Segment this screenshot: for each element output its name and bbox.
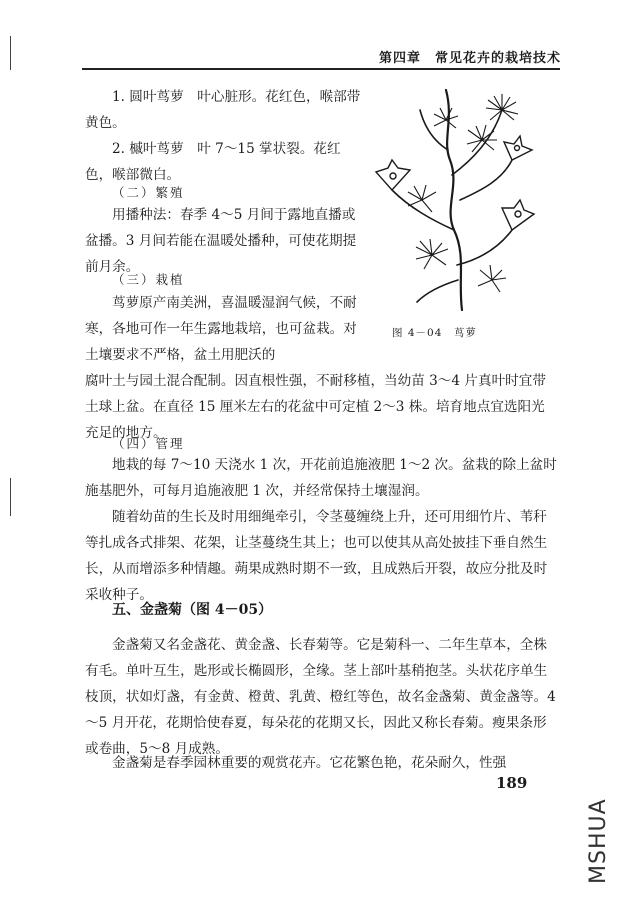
paragraph-planting-part1: 茑萝原产南美洲，喜温暖湿润气候，不耐寒，各地可作一年生露地栽培，也可盆栽。对土壤要求不严格，盆土用肥沃的 [85,295,357,363]
subheading-planting: （三）栽植 [112,272,185,287]
margin-rule-middle [10,478,11,516]
paragraph-calendula-use: 金盏菊是春季园林重要的观赏花卉。它花繁色艳，花朵耐久，性强 [112,755,507,771]
cypress-vine-illustration [362,80,542,315]
running-head: 第四章 常见花卉的栽培技术 [378,51,561,66]
paragraph-calendula-description: 金盏菊又名金盏花、黄金盏、长春菊等。它是菊科一、二年生草本，全株有毛。单叶互生，匙形或长椭圆形，全缘。茎上部叶基稍抱茎。头状花序单生枝顶，状如灯盏，有金黄、橙黄、乳黄、橙红等色，故名金盏菊、黄金盏等。4～5 月开花，花期恰使春夏，每朵花的花期又长，因此又称长春菊。瘦果条形或卷曲，5～8 月成熟。 [85,637,556,757]
subheading-management: （四）管理 [112,436,185,451]
paragraph-planting-part2: 腐叶土与园土混合配制。因直根性强，不耐移植，当幼苗 3～4 片真叶时宜带土球上盆。在直径 15 厘米左右的花盆中可定植 2～3 株。培育地点宜选阳光充足的地方。 [85,373,546,441]
margin-rule-top [10,36,11,70]
paragraph-propagation: 用播种法：春季 4～5 月间于露地直播或盆播。3 月间若能在温暖处播种，可使花期提前月余。 [85,207,357,275]
figure-caption: 图 4－04 茑萝 [392,327,477,339]
paragraph-round-leaf-cypress-vine: 1. 圆叶茑萝 叶心脏形。花红色，喉部带黄色。 [85,89,361,131]
header-rule [82,68,560,70]
watermark-logo: MSHUA [586,798,611,884]
page-number: 189 [496,774,528,792]
section-heading-calendula: 五、金盏菊（图 4－05） [112,602,273,618]
paragraph-training-and-seeds: 随着幼苗的生长及时用细绳牵引，令茎蔓缠绕上升，还可用细竹片、苇秆等扎成各式排架、花架，让茎蔓绕生其上；也可以使其从高处披挂下垂自然生长，从而增添多种情趣。蒴果成熟时期不一致，且成熟后开裂，故应分批及时采收种子。 [85,509,548,603]
paragraph-management: 地栽的每 7～10 天浇水 1 次，开花前追施液肥 1～2 次。盆栽的除上盆时施基肥外，可每月追施液肥 1 次，并经常保持土壤湿润。 [85,457,557,499]
paragraph-maple-leaf-cypress-vine: 2. 槭叶茑萝 叶 7～15 掌状裂。花红色，喉部微白。 [85,141,341,183]
subheading-propagation: （二）繁殖 [112,185,185,200]
